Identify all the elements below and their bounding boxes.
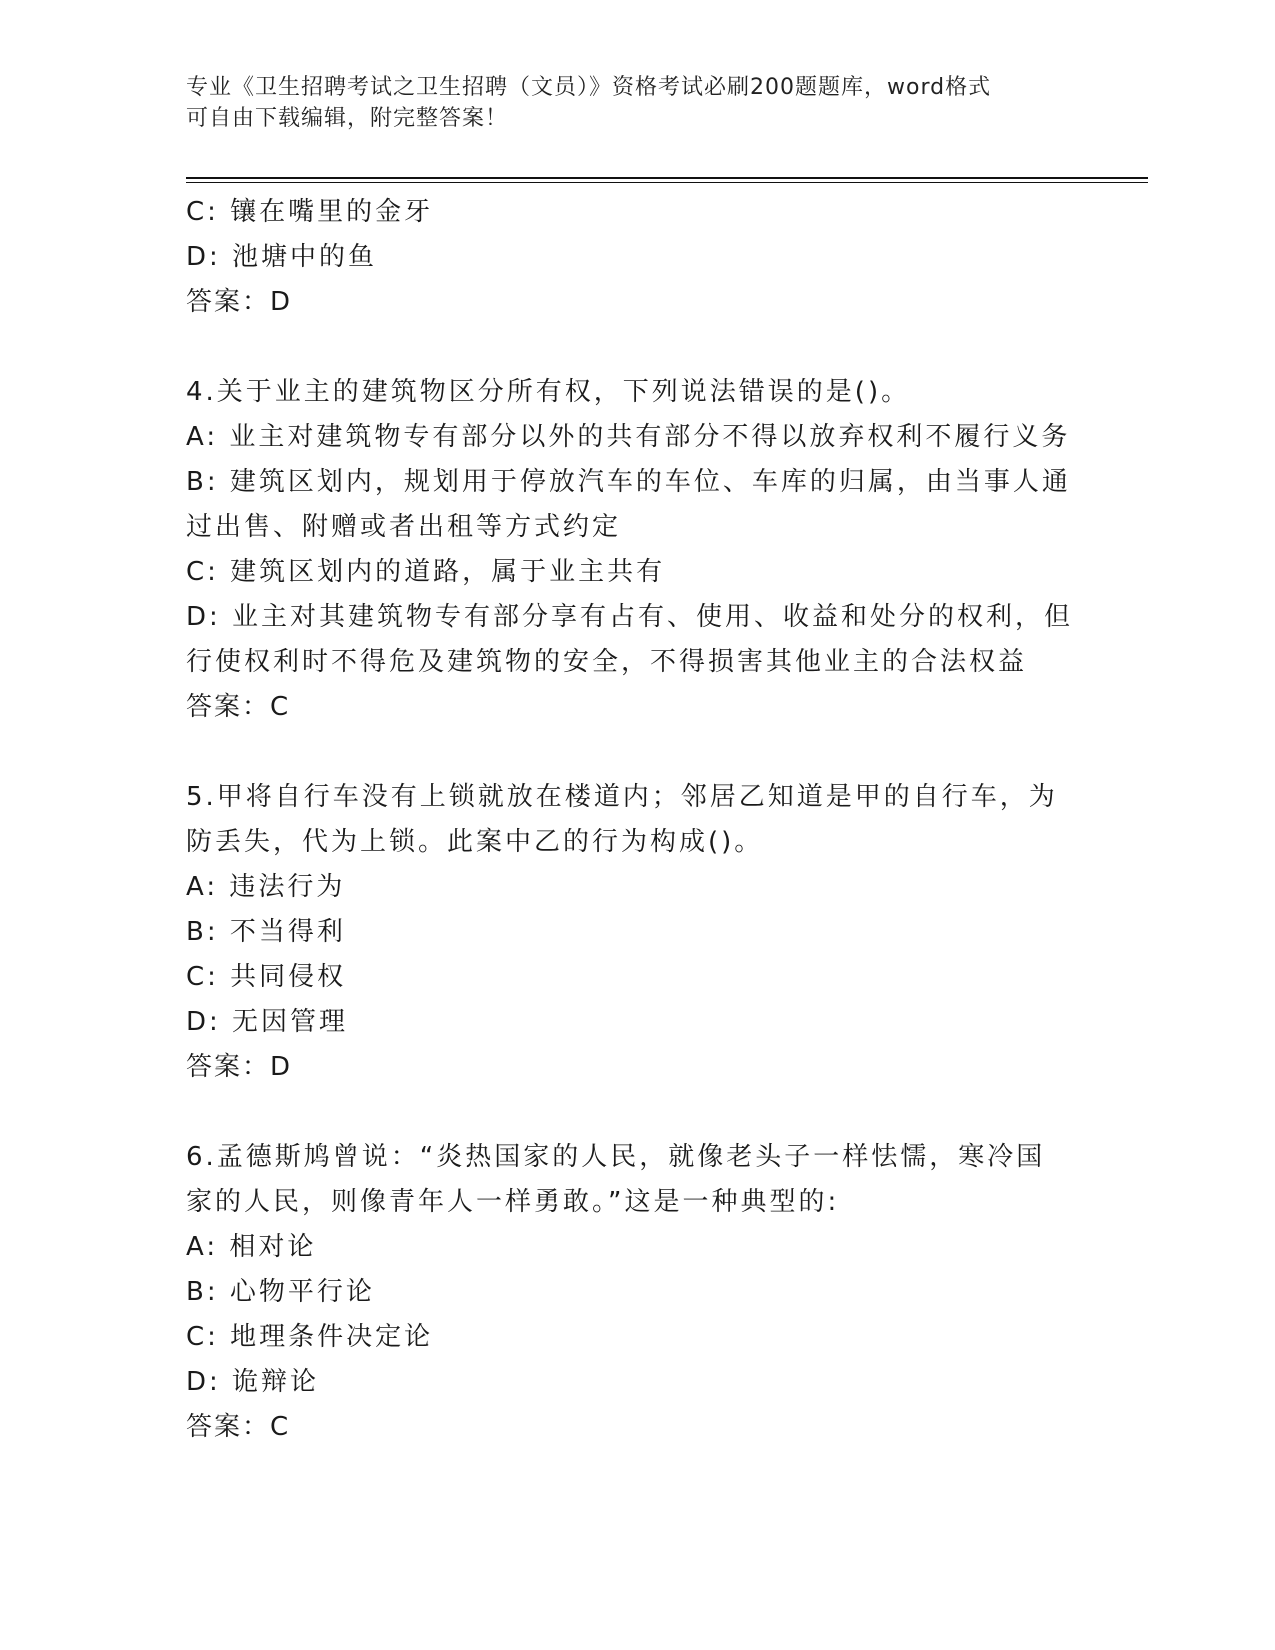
question-stem-line-2: 防丢失，代为上锁。此案中乙的行为构成()。 — [186, 827, 764, 857]
document-body — [186, 190, 1074, 1450]
option-d-line-2: 行使权利时不得危及建筑物的安全，不得损害其他业主的合法权益 — [186, 647, 1028, 677]
header-title-line-1: 专业《卫生招聘考试之卫生招聘（文员）》资格考试必刷200题题库，word格式 — [186, 75, 992, 100]
answer: 答案：D — [186, 287, 293, 317]
answer: 答案：D — [186, 1052, 293, 1082]
option-b: B: 心物平行论 — [186, 1277, 375, 1307]
option-b: B: 不当得利 — [186, 917, 346, 947]
answer: 答案：C — [186, 1412, 291, 1442]
question-stem: 4.关于业主的建筑物区分所有权，下列说法错误的是()。 — [186, 377, 911, 407]
option-d: D: 池塘中的鱼 — [186, 242, 378, 272]
option-a: A: 相对论 — [186, 1232, 317, 1262]
question-6 — [186, 1135, 1066, 1450]
option-a: A: 业主对建筑物专有部分以外的共有部分不得以放弃权利不履行义务 — [186, 422, 1071, 452]
header-divider-thick — [186, 177, 1148, 179]
question-4 — [186, 370, 1074, 730]
option-c: C: 地理条件决定论 — [186, 1322, 434, 1352]
question-5 — [186, 775, 1066, 1090]
option-c: C: 共同侵权 — [186, 962, 347, 992]
question-stem-line-2: 家的人民，则像青年人一样勇敢。”这是一种典型的: — [186, 1187, 840, 1217]
document-header — [186, 72, 1066, 134]
answer: 答案：C — [186, 692, 291, 722]
spacer — [186, 325, 1066, 370]
question-stem-line-1: 6.孟德斯鸠曾说：“炎热国家的人民，就像老头子一样怯懦，寒冷国 — [186, 1142, 1046, 1172]
option-b-line-2: 过出售、附赠或者出租等方式约定 — [186, 512, 622, 542]
spacer — [186, 1090, 1066, 1135]
question-3-tail — [186, 190, 1066, 325]
header-title-line-2: 可自由下载编辑，附完整答案！ — [186, 106, 509, 131]
option-d: D: 无因管理 — [186, 1007, 349, 1037]
option-c: C: 镶在嘴里的金牙 — [186, 197, 434, 227]
question-stem-line-1: 5.甲将自行车没有上锁就放在楼道内；邻居乙知道是甲的自行车，为 — [186, 782, 1058, 812]
option-b-line-1: B: 建筑区划内，规划用于停放汽车的车位、车库的归属，由当事人通 — [186, 467, 1071, 497]
option-d-line-1: D: 业主对其建筑物专有部分享有占有、使用、收益和处分的权利，但 — [186, 602, 1074, 632]
header-divider-thin — [186, 182, 1148, 183]
option-c: C: 建筑区划内的道路，属于业主共有 — [186, 557, 666, 587]
option-a: A: 违法行为 — [186, 872, 346, 902]
spacer — [186, 730, 1066, 775]
option-d: D: 诡辩论 — [186, 1367, 320, 1397]
